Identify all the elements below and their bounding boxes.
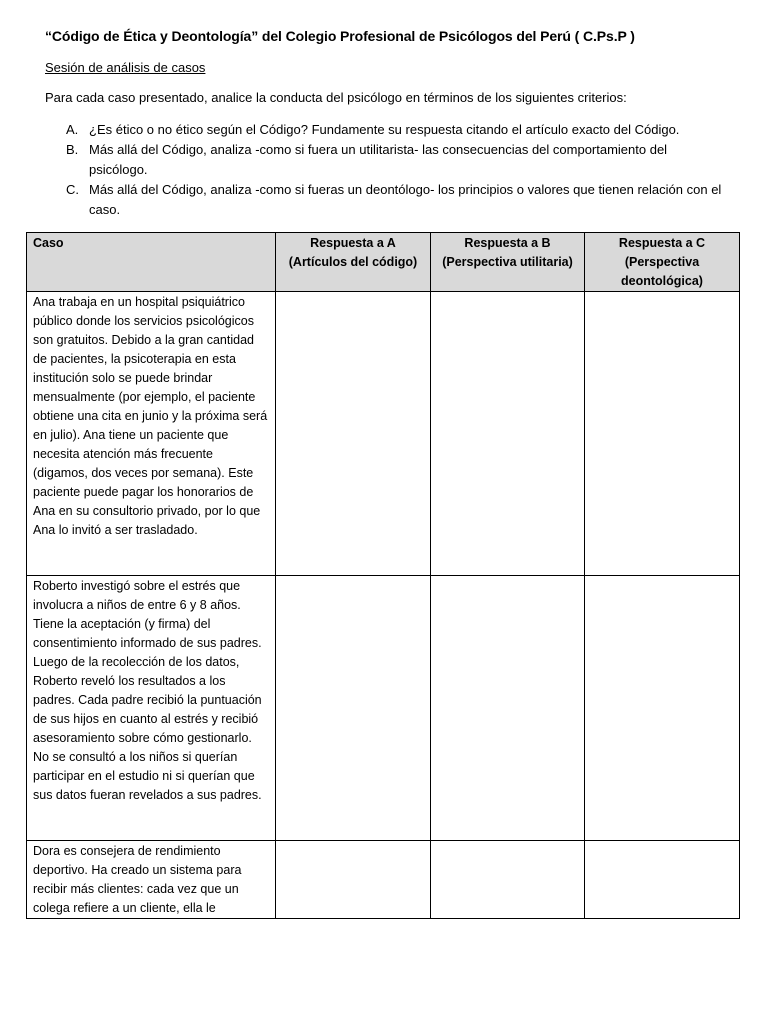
document-title: “Código de Ética y Deontología” del Colegio Profesional de Psicólogos del Perú ( C.Ps.P ) [45, 28, 635, 44]
criteria-marker: C. [66, 182, 79, 197]
case-cell: Ana trabaja en un hospital psiquiátrico público donde los servicios psicológicos son gratuitos. Debido a la gran cantidad de pacientes, la psicoterapia en esta institución solo se puede brindar mensualmente (por ejemplo, el paciente obtiene una cita en junio y la próxima será en julio). Ana tiene un paciente que necesita atención más frecuente (digamos, dos veces por semana). Este paciente puede pagar los honorarios de Ana en su consultorio privado, por lo que Ana lo invitó a ser trasladado. [27, 292, 276, 576]
table-row [27, 292, 740, 576]
answer-a-cell[interactable] [276, 841, 431, 919]
answer-b-cell[interactable] [431, 841, 585, 919]
answer-c-cell[interactable] [585, 292, 740, 576]
criteria-marker: A. [66, 122, 79, 137]
criteria-list [45, 120, 725, 220]
answer-a-cell[interactable] [276, 292, 431, 576]
answer-b-cell[interactable] [431, 576, 585, 841]
section-subtitle: Sesión de análisis de casos [45, 60, 206, 75]
column-header-respuesta-a: Respuesta a A (Artículos del código) [276, 233, 431, 292]
table-header-row [27, 233, 740, 292]
answer-c-cell[interactable] [585, 841, 740, 919]
table-row [27, 576, 740, 841]
criteria-text: Más allá del Código, analiza -como si fueras un deontólogo- los principios o valores que tienen relación con el caso. [89, 182, 722, 217]
answer-b-cell[interactable] [431, 292, 585, 576]
criteria-marker: B. [66, 142, 79, 157]
cases-table [26, 232, 740, 919]
criteria-item [45, 120, 725, 140]
answer-a-cell[interactable] [276, 576, 431, 841]
case-cell: Roberto investigó sobre el estrés que involucra a niños de entre 6 y 8 años. Tiene la aceptación (y firma) del consentimiento informado de sus padres. Luego de la recolección de los datos, Roberto reveló los resultados a los padres. Cada padre recibió la puntuación de sus hijos en cuanto al estrés y recibió asesoramiento sobre cómo gestionarlo. No se consultó a los niños si querían participar en el estudio ni si querían que sus datos fueran revelados a sus padres. [27, 576, 276, 841]
answer-c-cell[interactable] [585, 576, 740, 841]
column-header-respuesta-c: Respuesta a C (Perspectiva deontológica) [585, 233, 740, 292]
column-header-respuesta-b: Respuesta a B (Perspectiva utilitaria) [431, 233, 585, 292]
column-header-caso: Caso [27, 233, 276, 292]
table-row [27, 841, 740, 919]
criteria-text: Más allá del Código, analiza -como si fuera un utilitarista- las consecuencias del comportamiento del psicólogo. [89, 142, 668, 177]
intro-paragraph: Para cada caso presentado, analice la conducta del psicólogo en términos de los siguientes criterios: [45, 90, 627, 105]
criteria-text: ¿Es ético o no ético según el Código? Fundamente su respuesta citando el artículo exacto del Código. [89, 122, 680, 137]
case-cell: Dora es consejera de rendimiento deportivo. Ha creado un sistema para recibir más clientes: cada vez que un colega refiere a un cliente, ella le [27, 841, 276, 919]
criteria-item [45, 140, 725, 180]
criteria-item [45, 180, 725, 220]
